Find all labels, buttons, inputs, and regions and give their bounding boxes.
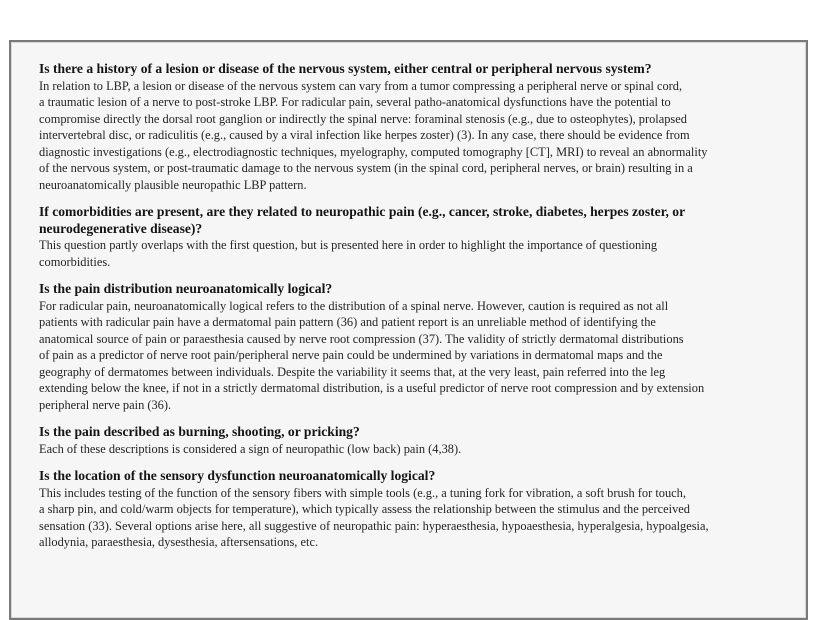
- body-line: a sharp pin, and cold/warm objects for temperature), which typically assess the relationship between the stimulus and the perceived: [39, 502, 690, 516]
- body-line: For radicular pain, neuroanatomically logical refers to the distribution of a spinal nerve. However, caution is required as not all: [39, 298, 669, 313]
- body-line: patients with radicular pain have a dermatomal pain pattern (36) and patient report is an unreliable method of identifying the: [39, 315, 656, 329]
- body-line: of the nervous system, or post-traumatic damage to the nervous system (in the spinal cord, peripheral nerves, or brain) resulting in a: [39, 161, 693, 175]
- body-line: This includes testing of the function of the sensory fibers with simple tools (e.g., a tuning fork for vibration, a soft brush for touch,: [39, 485, 686, 500]
- body-line: Each of these descriptions is considered a sign of neuropathic (low back) pain (4,38).: [39, 441, 462, 456]
- section-body: [39, 485, 784, 551]
- section-pain-distribution: [39, 281, 784, 413]
- section-question: Is the location of the sensory dysfunction neuroanatomically logical?: [39, 468, 436, 483]
- section-question: Is there a history of a lesion or disease of the nervous system, either central or peripheral nervous system?: [39, 61, 652, 76]
- body-line: This question partly overlaps with the first question, but is presented here in order to highlight the importance of questioning: [39, 238, 658, 252]
- section-nervous-system-history: [39, 61, 784, 193]
- body-line: comorbidities.: [39, 254, 111, 269]
- body-line: geography of dermatomes between individuals. Despite the variability it seems that, at the very least, pain referred into the leg: [39, 364, 666, 379]
- section-body: [39, 298, 784, 414]
- section-question: Is the pain distribution neuroanatomically logical?: [39, 281, 333, 296]
- section-pain-description: [39, 424, 784, 457]
- section-comorbidities: [39, 204, 784, 270]
- section-body: [39, 78, 784, 194]
- document-content: [39, 61, 784, 562]
- document-frame: [9, 40, 808, 620]
- section-sensory-dysfunction: [39, 468, 784, 551]
- body-line: of pain as a predictor of nerve root pain/peripheral nerve pain could be undermined by variations in dermatomal maps and the: [39, 348, 663, 362]
- body-line: anatomical source of pain or paraesthesia caused by nerve root compression (37). The validity of strictly dermatomal distributions: [39, 331, 684, 346]
- body-line: peripheral nerve pain (36).: [39, 397, 172, 412]
- body-line: sensation (33). Several options arise here, all suggestive of neuropathic pain: hyperaesthesia, hypoaesthesia, hyperalgesia, hypoalgesia,: [39, 518, 709, 533]
- body-line: extending below the knee, if not in a strictly dermatomal distribution, is a useful predictor of nerve root compression and by extension: [39, 381, 705, 395]
- body-line: intervertebral disc, or radiculitis (e.g., caused by a viral infection like herpes zoster) (3). In any case, there should be evidence from: [39, 128, 690, 142]
- body-line: compromise directly the dorsal root ganglion or indirectly the spinal nerve: foraminal stenosis (e.g., due to osteophytes), prolapsed: [39, 111, 687, 126]
- body-line: In relation to LBP, a lesion or disease of the nervous system can vary from a tumor compressing a peripheral nerve or spinal cord,: [39, 78, 683, 93]
- body-line: a traumatic lesion of a nerve to post-stroke LBP. For radicular pain, several patho-anatomical dysfunctions have the potential to: [39, 95, 671, 109]
- section-body: [39, 237, 784, 270]
- section-question: Is the pain described as burning, shooting, or pricking?: [39, 424, 360, 439]
- section-question: If comorbidities are present, are they related to neuropathic pain (e.g., cancer, stroke, diabetes, herpes zoster, or neurodegenerative disease)?: [39, 204, 685, 236]
- body-line: diagnostic investigations (e.g., electrodiagnostic techniques, myelography, computed tomography [CT], MRI) to reveal an abnormality: [39, 144, 708, 159]
- body-line: neuroanatomically plausible neuropathic LBP pattern.: [39, 177, 307, 192]
- body-line: allodynia, paraesthesia, dysesthesia, aftersensations, etc.: [39, 535, 319, 549]
- section-body: [39, 441, 784, 458]
